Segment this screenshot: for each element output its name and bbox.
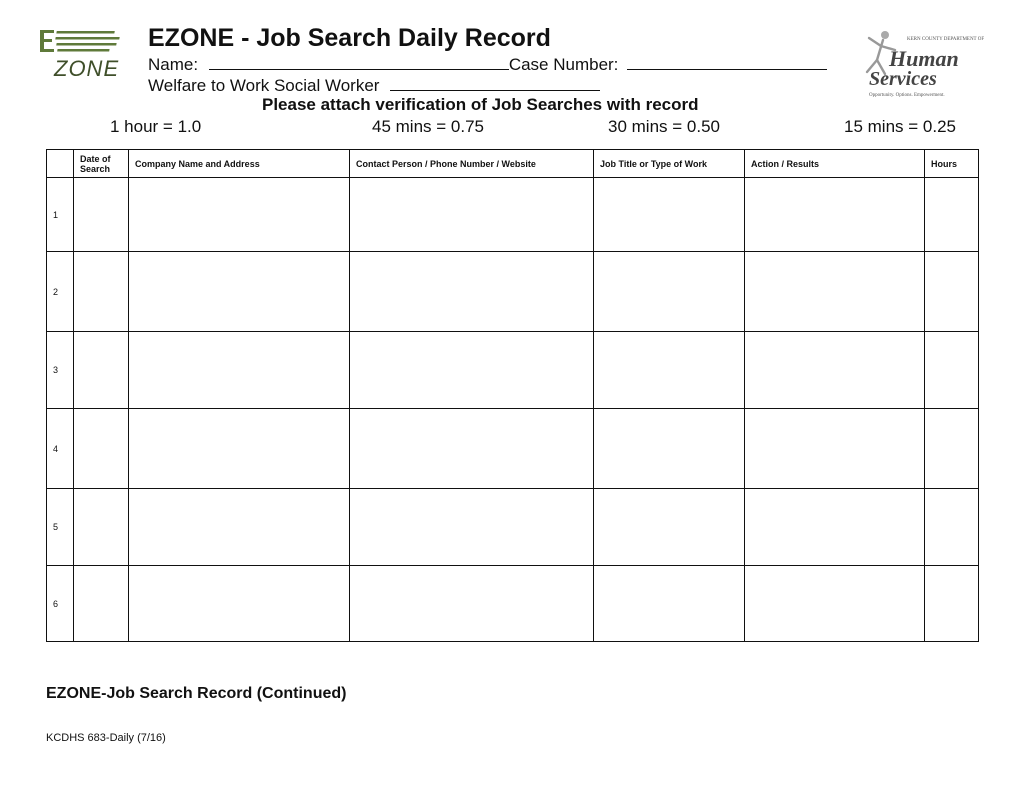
action-cell[interactable] — [745, 409, 925, 489]
hours-cell[interactable] — [925, 489, 979, 566]
date-cell[interactable] — [74, 489, 129, 566]
dhs-human-text: Human — [889, 46, 959, 71]
job-title-header: Job Title or Type of Work — [594, 150, 745, 178]
row-number: 2 — [47, 252, 74, 332]
row-number: 1 — [47, 178, 74, 252]
table-row — [47, 252, 979, 332]
action-results-header: Action / Results — [745, 150, 925, 178]
case-number-label: Case Number: — [508, 55, 619, 74]
company-cell[interactable] — [129, 178, 350, 252]
action-cell[interactable] — [745, 566, 925, 642]
table-row — [47, 409, 979, 489]
dhs-services-text: Services — [869, 68, 937, 90]
table-row — [47, 566, 979, 642]
rate-45-mins: 45 mins = 0.75 — [372, 117, 484, 136]
contact-cell[interactable] — [350, 409, 594, 489]
contact-cell[interactable] — [350, 178, 594, 252]
action-cell[interactable] — [745, 178, 925, 252]
table-row — [47, 489, 979, 566]
continued-heading: EZONE-Job Search Record (Continued) — [46, 685, 347, 702]
name-label: Name: — [148, 55, 199, 74]
hours-cell[interactable] — [925, 252, 979, 332]
company-cell[interactable] — [129, 252, 350, 332]
dhs-department-text: KERN COUNTY DEPARTMENT OF — [907, 37, 985, 42]
job-title-cell[interactable] — [594, 332, 745, 409]
dhs-tagline-text: Opportunity. Options. Empowerment. — [869, 93, 945, 98]
date-cell[interactable] — [74, 252, 129, 332]
hours-header: Hours — [925, 150, 979, 178]
contact-person-header: Contact Person / Phone Number / Website — [350, 150, 594, 178]
date-of-search-header: Date of Search — [74, 150, 129, 178]
company-cell[interactable] — [129, 409, 350, 489]
row-number: 4 — [47, 409, 74, 489]
job-title-cell[interactable] — [594, 489, 745, 566]
row-number-header — [47, 150, 74, 178]
name-case-row — [148, 55, 827, 75]
company-cell[interactable] — [129, 332, 350, 409]
action-cell[interactable] — [745, 489, 925, 566]
table-row — [47, 332, 979, 409]
page-title: EZONE - Job Search Daily Record — [148, 24, 551, 52]
job-title-cell[interactable] — [594, 252, 745, 332]
ezone-logo — [36, 24, 132, 84]
worker-row — [148, 76, 600, 96]
job-title-cell[interactable] — [594, 566, 745, 642]
social-worker-field[interactable] — [390, 76, 600, 91]
rate-15-mins: 15 mins = 0.25 — [844, 117, 956, 136]
hours-cell[interactable] — [925, 178, 979, 252]
job-title-cell[interactable] — [594, 178, 745, 252]
company-cell[interactable] — [129, 489, 350, 566]
case-number-field[interactable] — [627, 55, 827, 70]
action-cell[interactable] — [745, 332, 925, 409]
hours-cell[interactable] — [925, 566, 979, 642]
job-title-cell[interactable] — [594, 409, 745, 489]
company-name-header: Company Name and Address — [129, 150, 350, 178]
table-header-row — [47, 150, 979, 178]
hours-cell[interactable] — [925, 332, 979, 409]
rate-30-mins: 30 mins = 0.50 — [608, 117, 720, 136]
contact-cell[interactable] — [350, 489, 594, 566]
row-number: 3 — [47, 332, 74, 409]
attach-verification-note: Please attach verification of Job Searches with record — [262, 95, 699, 114]
date-cell[interactable] — [74, 566, 129, 642]
date-cell[interactable] — [74, 409, 129, 489]
company-cell[interactable] — [129, 566, 350, 642]
human-services-logo — [855, 28, 985, 104]
job-search-table — [46, 149, 979, 642]
social-worker-label: Welfare to Work Social Worker — [148, 76, 380, 95]
date-cell[interactable] — [74, 332, 129, 409]
name-field[interactable] — [209, 55, 509, 70]
action-cell[interactable] — [745, 252, 925, 332]
contact-cell[interactable] — [350, 332, 594, 409]
contact-cell[interactable] — [350, 566, 594, 642]
table-row — [47, 178, 979, 252]
rate-1-hour: 1 hour = 1.0 — [110, 117, 202, 136]
row-number: 6 — [47, 566, 74, 642]
contact-cell[interactable] — [350, 252, 594, 332]
row-number: 5 — [47, 489, 74, 566]
hours-cell[interactable] — [925, 409, 979, 489]
form-number: KCDHS 683-Daily (7/16) — [46, 732, 166, 744]
date-cell[interactable] — [74, 178, 129, 252]
svg-text:ZONE: ZONE — [54, 56, 120, 81]
